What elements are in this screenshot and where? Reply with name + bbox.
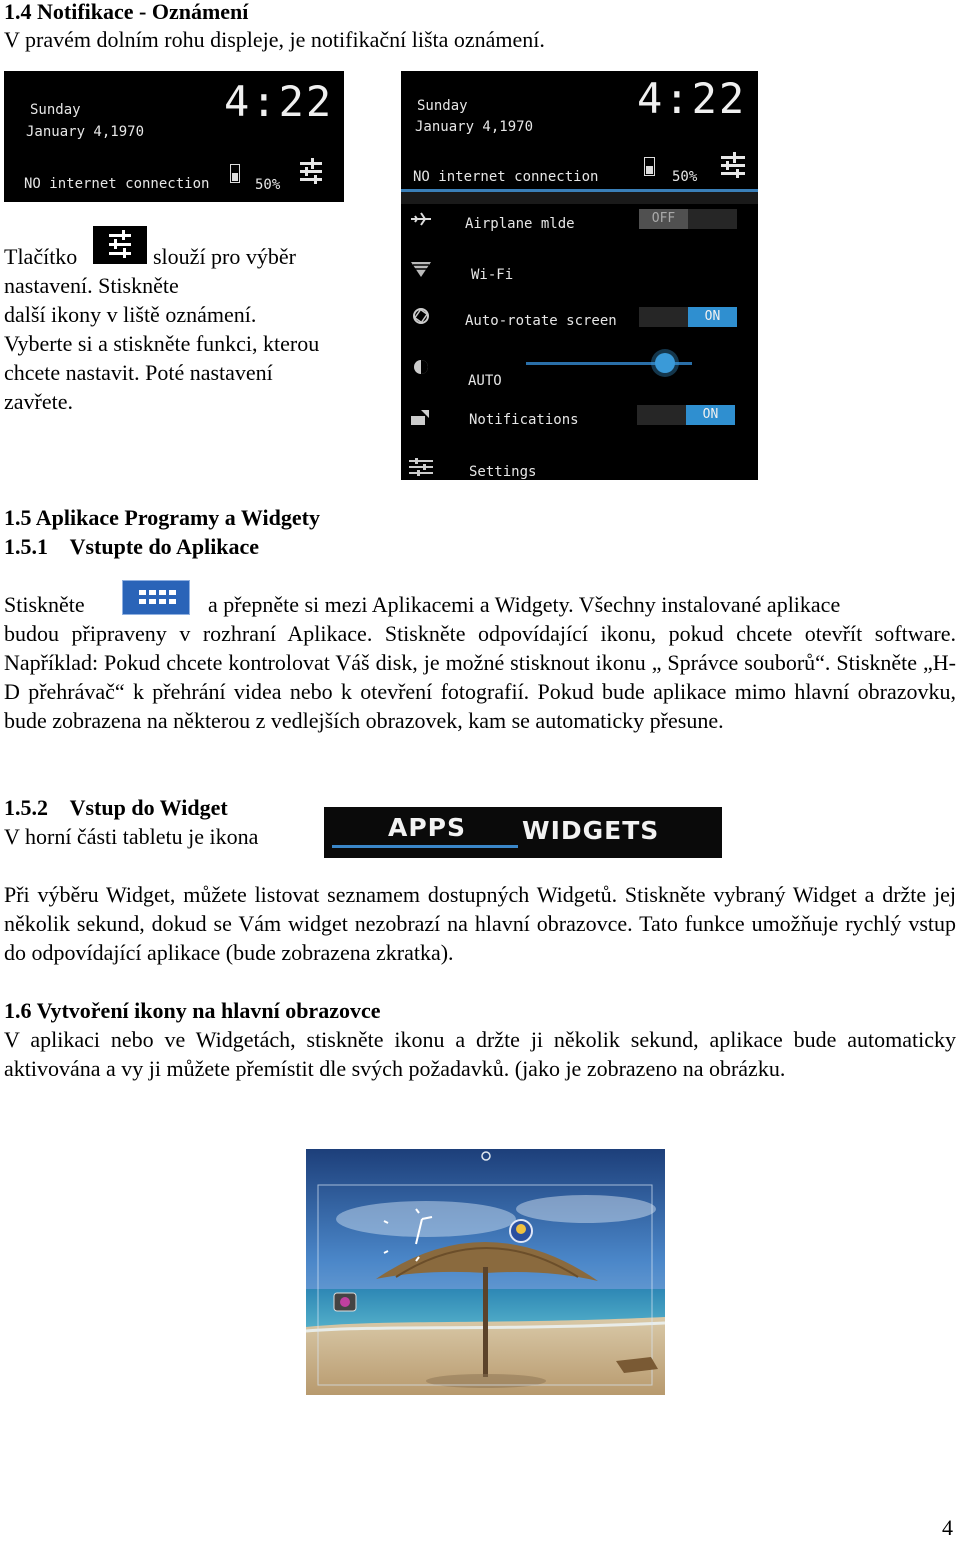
qs-battery-icon <box>644 157 655 176</box>
qs-date: January 4,1970 <box>415 119 534 135</box>
status-battery: 50% <box>255 177 281 193</box>
section-paragraph-1-5-1: budou připraveny v rozhraní Aplikace. Stiskněte odpovídající ikonu, pokud chcete otevřít software. Například: Pokud chcete kontrolovat Váš disk, je možné stisknout ikonu „ Správce souborů“. Stiskněte „H-D přehrávač“ k přehrání videa nebo k otevření fotografií. Pokud bude aplikace mimo hlavní obrazovku, bude zobrazena na některou z vedlejších obrazovek, kam se automaticky přesune. <box>4 621 956 733</box>
qs-row-wifi[interactable] <box>401 253 758 293</box>
beach-wallpaper-image <box>306 1149 665 1395</box>
qs-row-settings[interactable] <box>401 455 758 480</box>
status-connection: NO internet connection <box>24 176 210 192</box>
notifications-toggle[interactable] <box>637 405 735 425</box>
page-number: 4 <box>942 1515 953 1540</box>
toggle-track <box>688 209 737 229</box>
rotate-icon <box>409 307 433 325</box>
status-date: January 4,1970 <box>26 124 145 140</box>
settings-sliders-icon <box>409 458 433 476</box>
qs-row-label: Notifications <box>469 412 579 428</box>
body-line: další ikony v liště oznámení. <box>4 302 257 327</box>
settings-sliders-icon-inline <box>93 226 147 264</box>
status-day: Sunday <box>30 102 81 118</box>
body-line: a přepněte si mezi Aplikacemi a Widgety. Všechny instalované aplikace <box>208 592 841 617</box>
section-heading-1-6: 1.6 Vytvoření ikony na hlavní obrazovce <box>4 998 381 1023</box>
body-line: Tlačítko <box>4 244 78 269</box>
brightness-icon <box>409 358 433 376</box>
wifi-icon <box>409 260 433 278</box>
airplane-toggle[interactable] <box>639 209 737 229</box>
apps-widgets-tabs <box>324 807 722 858</box>
auto-rotate-toggle[interactable] <box>639 307 737 327</box>
qs-battery: 50% <box>672 169 698 185</box>
section-heading-1-5-1: 1.5.1 Vstupte do Aplikace <box>4 534 260 559</box>
qs-row-label: Airplane mlde <box>465 216 575 232</box>
toggle-track <box>637 405 686 425</box>
toggle-on-label: ON <box>686 405 735 425</box>
tab-apps-indicator <box>332 845 518 848</box>
body-line: chcete nastavit. Poté nastavení <box>4 360 273 385</box>
body-line: nastavení. Stiskněte <box>4 273 179 298</box>
status-bar-screenshot <box>4 71 344 202</box>
settings-sliders-icon <box>93 226 147 264</box>
section-heading-1-4: 1.4 Notifikace - Oznámení <box>4 0 249 24</box>
body-line: Vyberte si a stiskněte funkci, kterou <box>4 331 320 356</box>
section-heading-1-5-2: 1.5.2 Vstup do Widget <box>4 795 228 820</box>
toggle-off-label: OFF <box>639 209 688 229</box>
brightness-slider-thumb[interactable] <box>655 353 675 373</box>
toggle-on-label: ON <box>688 307 737 327</box>
apps-grid-icon <box>122 580 190 615</box>
settings-sliders-icon <box>300 157 322 185</box>
qs-row-label: Wi-Fi <box>471 267 514 283</box>
qs-row-label: Auto-rotate screen <box>465 313 617 329</box>
section-heading-1-5: 1.5 Aplikace Programy a Widgety <box>4 505 320 530</box>
airplane-icon <box>409 210 433 228</box>
body-line: slouží pro výběr <box>153 244 296 269</box>
body-line: Stiskněte <box>4 592 85 617</box>
qs-connection: NO internet connection <box>413 169 599 185</box>
tab-widgets[interactable]: WIDGETS <box>522 816 660 845</box>
qs-row-brightness[interactable] <box>401 353 758 397</box>
qs-row-label: Settings <box>469 464 537 480</box>
qs-settings-button-icon[interactable] <box>721 151 745 179</box>
qs-row-airplane[interactable] <box>401 206 758 246</box>
body-line: V horní části tabletu je ikona <box>4 824 259 849</box>
section-paragraph-1-6: V aplikaci nebo ve Widgetách, stiskněte ikonu a držte ji několik sekund, aplikace bude automaticky aktivována a vy ji můžete přemístit dle svých požadavků. (jako je zobrazeno na obrázku. <box>4 1027 956 1081</box>
section-paragraph-1-5-2: Při výběru Widget, můžete listovat seznamem dostupných Widgetů. Stiskněte vybraný Widget a držte jej několik sekund, dokud se Vám widget nezobrazí na hlavní obrazovce. Tato funkce umožňuje rychlý vstup do odpovídající aplikace (bude zobrazena zkratka). <box>4 882 956 965</box>
qs-time: 4:22 <box>637 74 747 123</box>
home-screen-screenshot <box>306 1149 665 1395</box>
body-line: zavřete. <box>4 389 73 414</box>
notifications-icon <box>409 408 433 426</box>
tab-apps[interactable]: APPS <box>388 813 466 842</box>
quick-settings-screenshot <box>401 71 758 480</box>
toggle-track <box>639 307 688 327</box>
qs-row-auto-rotate[interactable] <box>401 301 758 341</box>
qs-divider-shadow <box>401 192 758 204</box>
section-intro-1-4: V pravém dolním rohu displeje, je notifikační lišta oznámení. <box>4 27 545 52</box>
qs-row-notifications[interactable] <box>401 403 758 443</box>
qs-day: Sunday <box>417 98 468 114</box>
status-time: 4:22 <box>224 77 334 126</box>
qs-row-label: AUTO <box>468 373 502 389</box>
battery-icon <box>230 164 240 183</box>
